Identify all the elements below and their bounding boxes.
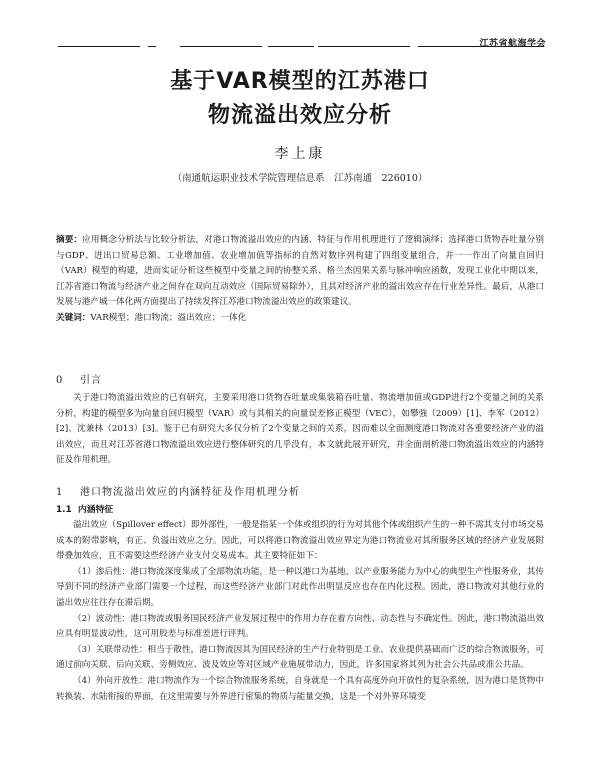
- abstract-text: 应用概念分析法与比较分析法，对港口物流溢出效应的内涵、特征与作用机理进行了逻辑演绎；选择港口货物吞吐量分别与GDP、进出口贸易总额、工业增加值、农业增加值等指标的自然对数序列构建了四组变量组合，并一一作出了向量自回归（VAR）模型的构建，进而实证分析这些模型中变量之间的协整关系、格兰杰因果关系与脉冲响应函数，发现工业化中期以来，江苏省港口物流与经济产业之间存在双向互动效应（国际贸易除外），且其对经济产业的溢出效应存在行业差异性。最后，从港口发展与港产城一体化两方面提出了持续发挥江苏港口物流溢出效应的政策建议。: [56, 235, 544, 308]
- body-paragraph: （3）关联带动性：相当于散性，港口物流因其为国民经济的生产行业特别是工业、农业提供基础而广泛的综合物流服务，可通过前向关联、后向关联、旁侧效应、波及效应等对区域产业施展带动力，因此，许多国家将其列为社会公共品或准公共品。: [56, 644, 544, 671]
- subsection-1-1-title: 内涵特征: [78, 505, 114, 515]
- intro-heading: [56, 371, 102, 386]
- header-rule-4: [268, 46, 314, 47]
- intro-text: 关于港口物流溢出效应的已有研究，主要采用港口货物吞吐量或集装箱吞吐量、物流增加值或GDP进行2个变量之间的关系分析，构建的模型多为向量自回归模型（VAR）或与其相关的向量误差修正模型（VEC），如攀強（2009）[1]、李军（2012）[2]、沈兼林（2013）[3]。鉴于已有研究大多仅分析了2个变量之间的关系，因而难以全面测度港口物流对各重要经济产业的溢出效应，而且对江苏省港口物流溢出效应进行整体研究的几乎没有，本文就此展开研究，并全面剖析港口物流溢出效应的内涵特征及作用机理。: [56, 393, 544, 466]
- header-rule-1: [58, 46, 140, 47]
- affiliation: （南通航运职业技术学院管理信息系 江苏南通 226010）: [172, 173, 428, 184]
- header-rule-2: [148, 46, 156, 47]
- body-paragraph: （2）波动性：港口物流或服务国民经济产业发展过程中的作用力存在着方向性、动态性与不确定性。因此，港口物流溢出效应具有明显波动性，这可用胶差与标准差进行评判。: [56, 613, 544, 640]
- body-text: [56, 518, 544, 705]
- intro-paragraph: [56, 391, 544, 469]
- keywords-text: VAR模型；港口物流；溢出效应；一体化: [90, 312, 247, 323]
- section-1-title: 港口物流溢出效应的内涵特征及作用机理分析: [80, 487, 300, 498]
- paper-title-line-1: 基于VAR模型的江苏港口: [170, 69, 430, 94]
- subsection-1-1-number: 1.1: [56, 505, 72, 515]
- paper-title-line-2: 物流溢出效应分析: [207, 103, 392, 128]
- body-paragraph: （4）外向开放性：港口物流作为一个综合物流服务系统，自身就是一个具有高度外向开放性的复杂系统，因为港口是货物中转换装、水陆衔接的界面，在这里需要与外界进行密集的物质与能量交换，这是一个对外界环境变: [56, 675, 544, 702]
- body-paragraph: （1）渗后性：港口物流深度集成了全部物流功能，是一种以港口为基地，以产业服务能力为中心的典型生产性服务业，其传导到不同的经济产业部门需要一个过程，而这些经济产业部门对此作出明显反应也存在内化过程。因此，港口物流对其他行业的溢出效应往往存在滞后期。: [56, 566, 544, 608]
- keywords-label: 关键词：: [56, 312, 91, 323]
- abstract-label: 摘要：: [56, 235, 83, 245]
- header-rule-3: [180, 46, 262, 47]
- subsection-1-1-heading: [56, 502, 113, 515]
- intro-number: 0: [56, 375, 64, 386]
- section-1-heading: [56, 483, 300, 498]
- section-1-number: 1: [56, 487, 64, 498]
- header-rule-5: [318, 46, 410, 47]
- intro-title: 引言: [80, 375, 102, 386]
- journal-name: 江苏省航海学会: [479, 39, 546, 49]
- body-paragraph: 溢出效应（Spillover effect）即外部性，一般是指某一个体或组织的行为对其他个体或组织产生的一种不需其支付市场交易成本的附带影响，有正、负溢出效应之分。因此，可以将港口物流溢出效应界定为港口物流业对其所服务区域的经济产业发展附带叠加效应，且不需要这些经济产业支付交易成本。其主要特征如下：: [56, 520, 544, 562]
- abstract: [56, 233, 544, 327]
- author-name: 李上康: [274, 146, 326, 162]
